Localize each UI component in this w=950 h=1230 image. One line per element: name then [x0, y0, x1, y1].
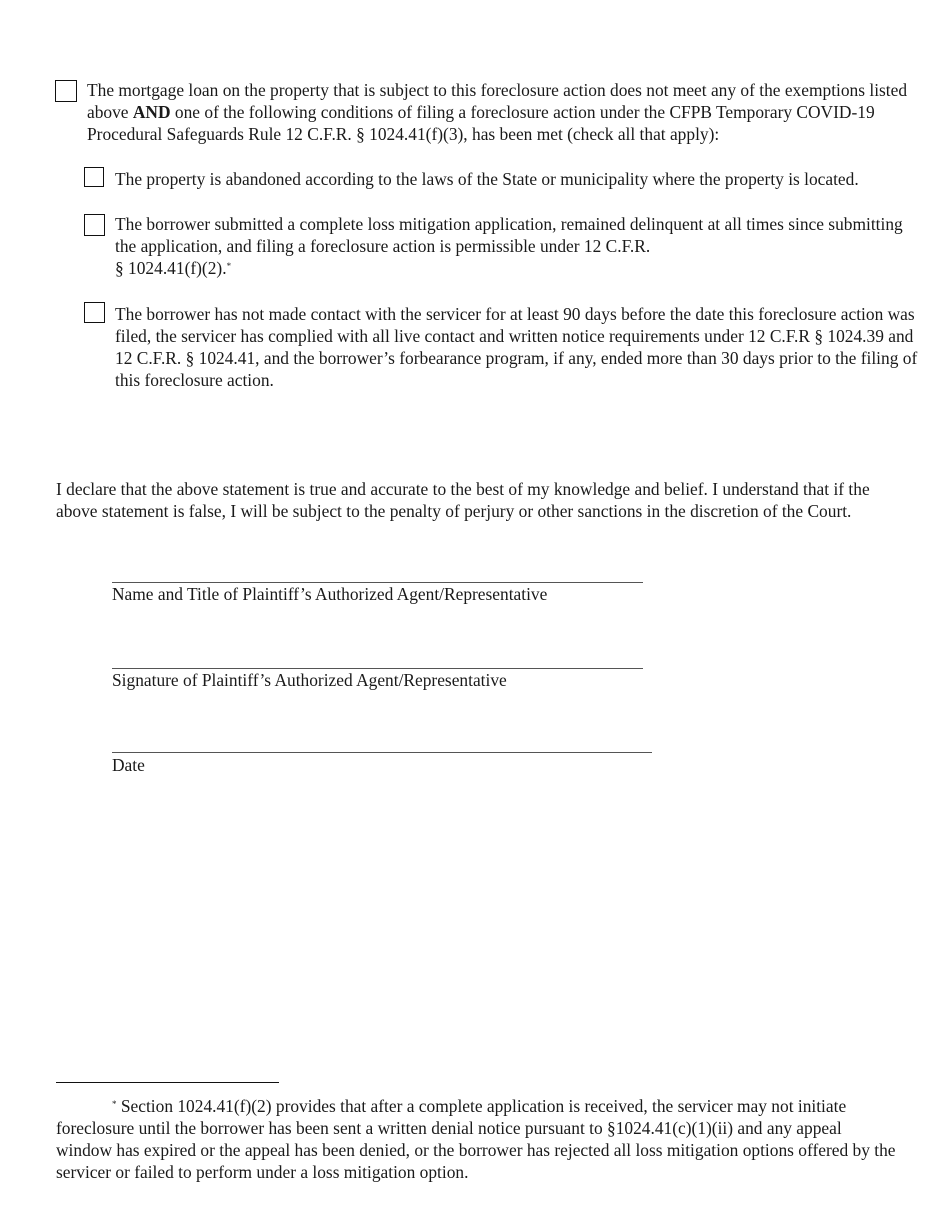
loss-mitigation-text [115, 213, 905, 279]
abandoned-property-text: The property is abandoned according to the laws of the State or municipality where the property is located. [115, 169, 859, 189]
loss-mitigation-checkbox[interactable] [84, 214, 105, 236]
footnote-mark: * [112, 1099, 117, 1109]
no-contact-text: The borrower has not made contact with the servicer for at least 90 days before the date this foreclosure action was filed, the servicer has complied with all live contact and written notice requirements under 12 C.F.R § 1024.39 and 12 C.F.R. § 1024.41, and the borrower’s forbearance program, if any, ended more than 30 days prior to the filing of this foreclosure action. [115, 304, 918, 390]
loss-mitigation-text-section: § 1024.41(f)(2). [115, 258, 227, 278]
footnote-reference[interactable]: * [226, 261, 232, 271]
main-condition-text-end: one of the following conditions of filing a foreclosure action under the CFPB Temporary COVID-19 Procedural Safeguards Rule 12 C.F.R. § 1024.41(f)(3), has been met (check all that apply): [87, 102, 875, 144]
footnote-text [56, 1095, 901, 1183]
date-line[interactable] [112, 752, 652, 753]
declaration-text: I declare that the above statement is true and accurate to the best of my knowledge and belief. I understand that if the above statement is false, I will be subject to the penalty of perjury or other sanctions in the discretion of the Court. [56, 479, 870, 521]
abandoned-property-checkbox[interactable] [84, 167, 104, 187]
main-condition-bold-and: AND [132, 102, 171, 122]
loss-mitigation-text-main: The borrower submitted a complete loss mitigation application, remained delinquent at all times since submitting the application, and filing a foreclosure action is permissible under 12 C.F.R. [115, 214, 903, 256]
date-label: Date [112, 755, 145, 775]
name-title-label: Name and Title of Plaintiff’s Authorized Agent/Representative [112, 584, 548, 604]
signature-label: Signature of Plaintiff’s Authorized Agent/Representative [112, 670, 507, 690]
footnote-separator [56, 1082, 279, 1083]
main-condition-checkbox[interactable] [55, 80, 77, 102]
footnote-body: Section 1024.41(f)(2) provides that after a complete application is received, the servicer may not initiate foreclosure until the borrower has been sent a written denial notice pursuant to §1024.41(c)(1)(ii) and any appeal window has expired or the appeal has been denied, or the borrower has rejected all loss mitigation options offered by the servicer or failed to perform under a loss mitigation option. [56, 1096, 896, 1182]
no-contact-checkbox[interactable] [84, 302, 105, 323]
main-condition-text [87, 79, 932, 145]
main-condition-text-start: The mortgage loan on the property that is subject to this foreclosure action does not meet any of the exemptions listed above [87, 80, 908, 122]
